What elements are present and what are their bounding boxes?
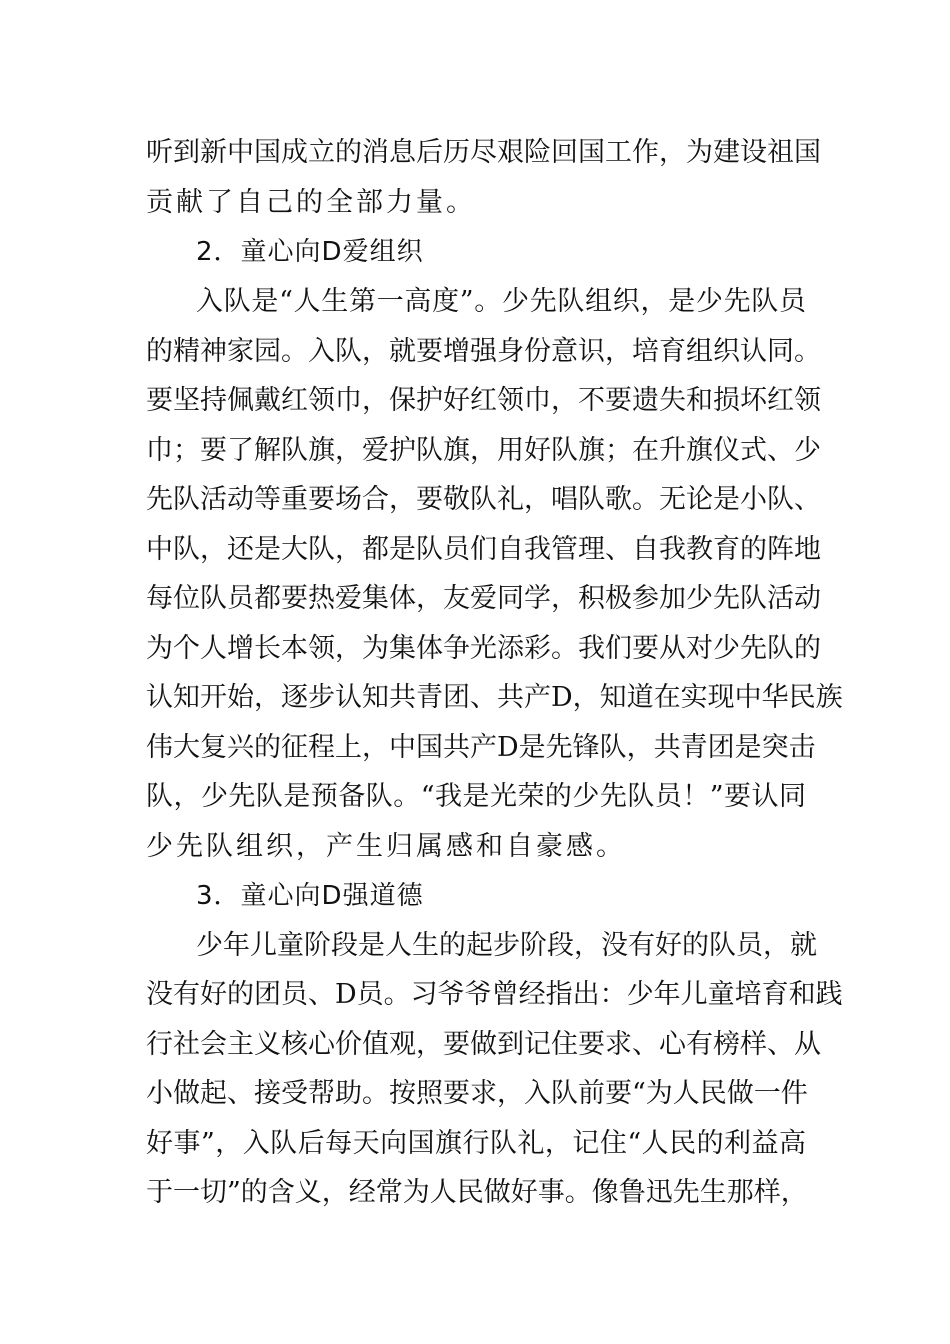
paragraph-line: 先队活动等重要场合，要敬队礼，唱队歌。无论是小队、: [146, 484, 821, 515]
paragraph-line: 巾；要了解队旗，爱护队旗，用好队旗；在升旗仪式、少: [146, 435, 821, 466]
paragraph-line: 队，少先队是预备队。“我是光荣的少先队员！”要认同: [146, 781, 806, 812]
paragraph-line: 行社会主义核心价值观，要做到记住要求、心有榜样、从: [146, 1029, 821, 1060]
paragraph-line: 认知开始，逐步认知共青团、共产D，知道在实现中华民族: [146, 682, 843, 713]
paragraph-line: 中队，还是大队，都是队员们自我管理、自我教育的阵地: [146, 534, 821, 565]
paragraph-line: 的精神家园。入队，就要增强身份意识，培育组织认同。: [146, 336, 821, 367]
paragraph-line: 于一切”的含义，经常为人民做好事。像鲁迅先生那样，: [146, 1177, 808, 1208]
paragraph-line: 没有好的团员、D员。习爷爷曾经指出：少年儿童培育和践: [146, 979, 843, 1010]
paragraph-line: 伟大复兴的征程上，中国共产D是先锋队，共青团是突击: [146, 732, 816, 763]
paragraph-line: 少年儿童阶段是人生的起步阶段，没有好的队员，就: [196, 930, 817, 961]
section-heading: 2．童心向D爱组织: [196, 237, 424, 267]
paragraph-line: 听到新中国成立的消息后历尽艰险回国工作，为建设祖国: [146, 137, 821, 168]
paragraph-line: 每位队员都要热爱集体，友爱同学，积极参加少先队活动: [146, 583, 821, 614]
section-heading: 3．童心向D强道德: [196, 881, 424, 911]
paragraph-line: 为个人增长本领，为集体争光添彩。我们要从对少先队的: [146, 633, 821, 664]
paragraph-line: 贡献了自己的全部力量。: [146, 187, 476, 218]
paragraph-line: 要坚持佩戴红领巾，保护好红领巾，不要遗失和损坏红领: [146, 385, 821, 416]
paragraph-line: 小做起、接受帮助。按照要求，入队前要“为人民做一件: [146, 1078, 808, 1109]
paragraph-line: 少先队组织，产生归属感和自豪感。: [146, 831, 626, 862]
paragraph-line: 入队是“人生第一高度”。少先队组织，是少先队员: [196, 286, 806, 317]
paragraph-line: 好事”，入队后每天向国旗行队礼，记住“人民的利益高: [146, 1128, 806, 1159]
